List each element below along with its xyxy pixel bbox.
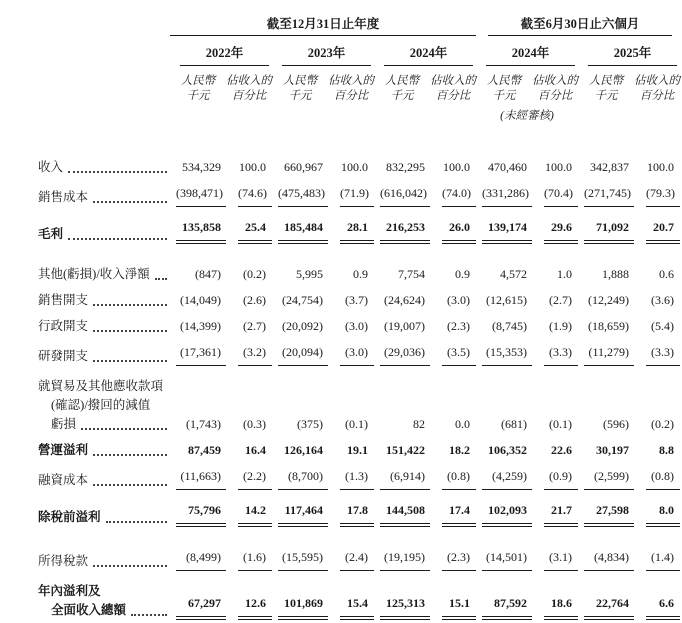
cell-profit-total-comprehensive-income-4: 125,313 xyxy=(374,574,430,623)
cell-finance-costs-0: (11,663) xyxy=(170,463,226,493)
cell-profit-total-comprehensive-income-0: 67,297 xyxy=(170,574,226,623)
dot-leader xyxy=(93,304,167,306)
cell-profit-before-tax-3: 17.8 xyxy=(328,493,374,530)
row-label: 行政開支 xyxy=(0,313,170,339)
cell-gross-profit-3: 28.1 xyxy=(328,210,374,247)
cell-rd-expenses-0: (17,361) xyxy=(170,339,226,369)
col-header-percent: 佔收入的 百分比 xyxy=(430,75,476,102)
cell-cost-of-sales-2: (475,483) xyxy=(272,180,328,210)
row-revenue xyxy=(0,124,680,180)
cell-operating-profit-1: 16.4 xyxy=(245,443,266,457)
cell-income-tax-8: (4,834) xyxy=(578,530,634,574)
cell-revenue-8: 342,837 xyxy=(590,160,630,174)
cell-gross-profit-5: 26.0 xyxy=(430,210,476,247)
cell-rd-expenses-7: (3.3) xyxy=(532,339,578,369)
cell-rd-expenses-8: (11,279) xyxy=(578,339,634,369)
cell-revenue-2: 660,967 xyxy=(284,160,323,174)
row-rd-expenses xyxy=(0,339,680,369)
table-header xyxy=(0,8,680,124)
cell-other-net-income-2: 5,995 xyxy=(296,267,323,281)
cell-other-net-income-5: 0.9 xyxy=(455,267,471,281)
dot-leader xyxy=(93,330,167,332)
group-interim xyxy=(476,8,680,36)
cell-finance-costs-4: (6,914) xyxy=(374,463,430,493)
cell-profit-before-tax-8: 27,598 xyxy=(578,493,634,530)
cell-finance-costs-6: (4,259) xyxy=(476,463,532,493)
cell-selling-expenses-2: (24,754) xyxy=(282,293,323,307)
cell-cost-of-sales-0: (398,471) xyxy=(170,180,226,210)
cell-rd-expenses-9: (3.3) xyxy=(634,339,680,369)
cell-other-net-income-4: 7,754 xyxy=(398,267,425,281)
cell-admin-expenses-6: (8,745) xyxy=(492,319,528,333)
row-profit-total-comprehensive-income xyxy=(0,574,680,623)
cell-income-tax-9: (1.4) xyxy=(634,530,680,574)
cell-cost-of-sales-3: (71.9) xyxy=(328,180,374,210)
cell-admin-expenses-5: (2.3) xyxy=(447,319,471,333)
cell-rd-expenses-1: (3.2) xyxy=(226,339,272,369)
cell-selling-expenses-3: (3.7) xyxy=(345,293,368,307)
cell-finance-costs-5: (0.8) xyxy=(430,463,476,493)
cell-impairment-loss-2: (375) xyxy=(297,417,323,431)
row-label: 營運溢利 xyxy=(0,437,170,463)
cell-selling-expenses-7: (2.7) xyxy=(549,293,573,307)
cell-income-tax-7: (3.1) xyxy=(532,530,578,574)
table-body xyxy=(0,124,680,623)
cell-operating-profit-3: 19.1 xyxy=(347,443,368,457)
dot-leader xyxy=(93,360,167,362)
cell-profit-total-comprehensive-income-9: 6.6 xyxy=(634,574,680,623)
cell-cost-of-sales-8: (271,745) xyxy=(578,180,634,210)
cell-selling-expenses-0: (14,049) xyxy=(180,293,221,307)
row-gross-profit xyxy=(0,210,680,247)
cell-profit-before-tax-5: 17.4 xyxy=(430,493,476,530)
cell-selling-expenses-1: (2.6) xyxy=(243,293,266,307)
cell-operating-profit-8: 30,197 xyxy=(596,443,630,457)
cell-operating-profit-0: 87,459 xyxy=(188,443,221,457)
row-label: 除稅前溢利 xyxy=(0,493,170,530)
cell-profit-before-tax-7: 21.7 xyxy=(532,493,578,530)
col-header-percent: 佔收入的 百分比 xyxy=(532,75,579,102)
dot-leader xyxy=(155,278,167,280)
col-header-percent: 佔收入的 百分比 xyxy=(226,75,272,102)
cell-selling-expenses-4: (24,624) xyxy=(384,293,425,307)
cell-gross-profit-4: 216,253 xyxy=(374,210,430,247)
row-selling-expenses xyxy=(0,287,680,313)
cell-finance-costs-8: (2,599) xyxy=(578,463,634,493)
cell-revenue-5: 100.0 xyxy=(443,160,471,174)
year-2024: 2024年 xyxy=(374,36,476,66)
cell-admin-expenses-1: (2.7) xyxy=(243,319,266,333)
cell-impairment-loss-8: (596) xyxy=(603,417,630,431)
group-annual xyxy=(170,8,476,36)
cell-other-net-income-8: 1,888 xyxy=(602,267,630,281)
unaudited-note: (未經審核) xyxy=(500,110,554,122)
cell-revenue-0: 534,329 xyxy=(182,160,221,174)
cell-admin-expenses-9: (5.4) xyxy=(651,319,675,333)
cell-finance-costs-7: (0.9) xyxy=(532,463,578,493)
cell-selling-expenses-6: (12,615) xyxy=(486,293,528,307)
row-label: 毛利 xyxy=(0,210,170,247)
row-label: 其他(虧損)/收入淨額 xyxy=(0,247,170,287)
cell-gross-profit-7: 29.6 xyxy=(532,210,578,247)
cell-profit-before-tax-2: 117,464 xyxy=(272,493,328,530)
col-header-row xyxy=(0,66,680,104)
cell-selling-expenses-8: (12,249) xyxy=(588,293,630,307)
cell-profit-total-comprehensive-income-8: 22,764 xyxy=(578,574,634,623)
dot-leader xyxy=(68,238,167,240)
row-income-tax xyxy=(0,530,680,574)
dot-leader xyxy=(93,484,167,486)
row-cost-of-sales xyxy=(0,180,680,210)
dot-leader xyxy=(106,521,167,523)
row-impairment-loss xyxy=(0,369,680,437)
cell-profit-before-tax-1: 14.2 xyxy=(226,493,272,530)
group-annual-title: 截至12月31日止年度 xyxy=(170,8,476,36)
cell-impairment-loss-6: (681) xyxy=(501,417,528,431)
row-other-net-income xyxy=(0,247,680,287)
cell-profit-total-comprehensive-income-2: 101,869 xyxy=(272,574,328,623)
cell-cost-of-sales-1: (74.6) xyxy=(226,180,272,210)
cell-operating-profit-4: 151,422 xyxy=(386,443,425,457)
row-label: 銷售成本 xyxy=(0,180,170,210)
col-header-amount: 人民幣 千元 xyxy=(486,75,522,102)
cell-admin-expenses-4: (19,007) xyxy=(384,319,425,333)
cell-gross-profit-8: 71,092 xyxy=(578,210,634,247)
col-header-percent: 佔收入的 百分比 xyxy=(328,75,374,102)
cell-other-net-income-9: 0.6 xyxy=(659,267,675,281)
cell-other-net-income-3: 0.9 xyxy=(353,267,368,281)
cell-admin-expenses-2: (20,092) xyxy=(282,319,323,333)
cell-selling-expenses-5: (3.0) xyxy=(447,293,471,307)
cell-revenue-1: 100.0 xyxy=(239,160,266,174)
row-label: 研發開支 xyxy=(0,339,170,369)
financial-summary-table xyxy=(0,8,680,623)
cell-impairment-loss-7: (0.1) xyxy=(549,417,573,431)
cell-profit-before-tax-4: 144,508 xyxy=(374,493,430,530)
unaudited-note-row xyxy=(0,104,680,124)
cell-finance-costs-2: (8,700) xyxy=(272,463,328,493)
cell-admin-expenses-0: (14,399) xyxy=(180,319,221,333)
cell-other-net-income-7: 1.0 xyxy=(557,267,573,281)
col-header-amount: 人民幣 千元 xyxy=(384,75,420,102)
year-2022: 2022年 xyxy=(170,36,272,66)
col-header-amount: 人民幣 千元 xyxy=(180,75,216,102)
row-label: 就貿易及其他應收款項 (確認)/撥回的減值 虧損 xyxy=(0,369,170,437)
dot-leader xyxy=(131,614,167,616)
row-label: 收入 xyxy=(0,124,170,180)
cell-other-net-income-1: (0.2) xyxy=(243,267,266,281)
cell-rd-expenses-4: (29,036) xyxy=(374,339,430,369)
cell-profit-total-comprehensive-income-7: 18.6 xyxy=(532,574,578,623)
row-label: 融資成本 xyxy=(0,463,170,493)
cell-income-tax-0: (8,499) xyxy=(170,530,226,574)
cell-profit-total-comprehensive-income-3: 15.4 xyxy=(328,574,374,623)
cell-profit-before-tax-0: 75,796 xyxy=(170,493,226,530)
row-label: 所得稅款 xyxy=(0,530,170,574)
cell-operating-profit-2: 126,164 xyxy=(284,443,323,457)
dot-leader xyxy=(93,454,167,456)
cell-cost-of-sales-9: (79.3) xyxy=(634,180,680,210)
cell-finance-costs-9: (0.8) xyxy=(634,463,680,493)
cell-profit-total-comprehensive-income-5: 15.1 xyxy=(430,574,476,623)
dot-leader xyxy=(81,428,167,430)
cell-rd-expenses-5: (3.5) xyxy=(430,339,476,369)
row-operating-profit xyxy=(0,437,680,463)
cell-revenue-6: 470,460 xyxy=(488,160,528,174)
cell-rd-expenses-2: (20,094) xyxy=(272,339,328,369)
row-label: 年內溢利及 全面收入總額 xyxy=(0,574,170,623)
cell-revenue-3: 100.0 xyxy=(341,160,368,174)
col-header-amount: 人民幣 千元 xyxy=(282,75,318,102)
row-admin-expenses xyxy=(0,313,680,339)
cell-impairment-loss-9: (0.2) xyxy=(651,417,675,431)
cell-impairment-loss-0: (1,743) xyxy=(186,417,221,431)
cell-finance-costs-1: (2.2) xyxy=(226,463,272,493)
cell-cost-of-sales-7: (70.4) xyxy=(532,180,578,210)
cell-finance-costs-3: (1.3) xyxy=(328,463,374,493)
group-interim-title: 截至6月30日止六個月 xyxy=(488,8,672,36)
cell-admin-expenses-8: (18,659) xyxy=(588,319,630,333)
row-finance-costs xyxy=(0,463,680,493)
cell-gross-profit-6: 139,174 xyxy=(476,210,532,247)
cell-rd-expenses-3: (3.0) xyxy=(328,339,374,369)
col-header-percent: 佔收入的 百分比 xyxy=(634,75,681,102)
cell-gross-profit-9: 20.7 xyxy=(634,210,680,247)
cell-admin-expenses-3: (3.0) xyxy=(345,319,368,333)
cell-selling-expenses-9: (3.6) xyxy=(651,293,675,307)
cell-impairment-loss-4: 82 xyxy=(413,417,425,431)
corner-cell xyxy=(0,8,170,36)
cell-revenue-7: 100.0 xyxy=(545,160,573,174)
cell-operating-profit-6: 106,352 xyxy=(488,443,528,457)
year-header-row xyxy=(0,36,680,66)
cell-profit-total-comprehensive-income-1: 12.6 xyxy=(226,574,272,623)
row-label: 銷售開支 xyxy=(0,287,170,313)
cell-profit-total-comprehensive-income-6: 87,592 xyxy=(476,574,532,623)
cell-income-tax-3: (2.4) xyxy=(328,530,374,574)
cell-cost-of-sales-6: (331,286) xyxy=(476,180,532,210)
cell-income-tax-2: (15,595) xyxy=(272,530,328,574)
year-2023: 2023年 xyxy=(272,36,374,66)
group-header-row xyxy=(0,8,680,36)
cell-revenue-9: 100.0 xyxy=(647,160,675,174)
cell-profit-before-tax-6: 102,093 xyxy=(476,493,532,530)
cell-income-tax-4: (19,195) xyxy=(374,530,430,574)
cell-gross-profit-0: 135,858 xyxy=(170,210,226,247)
cell-income-tax-6: (14,501) xyxy=(476,530,532,574)
cell-impairment-loss-1: (0.3) xyxy=(243,417,266,431)
dot-leader xyxy=(68,171,167,173)
cell-revenue-4: 832,295 xyxy=(386,160,425,174)
cell-impairment-loss-5: 0.0 xyxy=(455,417,471,431)
cell-income-tax-1: (1.6) xyxy=(226,530,272,574)
cell-operating-profit-7: 22.6 xyxy=(551,443,573,457)
cell-impairment-loss-3: (0.1) xyxy=(345,417,368,431)
cell-gross-profit-2: 185,484 xyxy=(272,210,328,247)
col-header-amount: 人民幣 千元 xyxy=(588,75,624,102)
cell-operating-profit-9: 8.8 xyxy=(659,443,675,457)
row-profit-before-tax xyxy=(0,493,680,530)
dot-leader xyxy=(93,201,167,203)
cell-income-tax-5: (2.3) xyxy=(430,530,476,574)
cell-gross-profit-1: 25.4 xyxy=(226,210,272,247)
cell-rd-expenses-6: (15,353) xyxy=(476,339,532,369)
dot-leader xyxy=(93,565,167,567)
cell-operating-profit-5: 18.2 xyxy=(449,443,471,457)
cell-cost-of-sales-4: (616,042) xyxy=(374,180,430,210)
cell-other-net-income-6: 4,572 xyxy=(500,267,528,281)
year-2025-interim: 2025年 xyxy=(578,36,680,66)
cell-profit-before-tax-9: 8.0 xyxy=(634,493,680,530)
year-2024-interim: 2024年 xyxy=(476,36,578,66)
cell-cost-of-sales-5: (74.0) xyxy=(430,180,476,210)
cell-admin-expenses-7: (1.9) xyxy=(549,319,573,333)
cell-other-net-income-0: (847) xyxy=(195,267,221,281)
